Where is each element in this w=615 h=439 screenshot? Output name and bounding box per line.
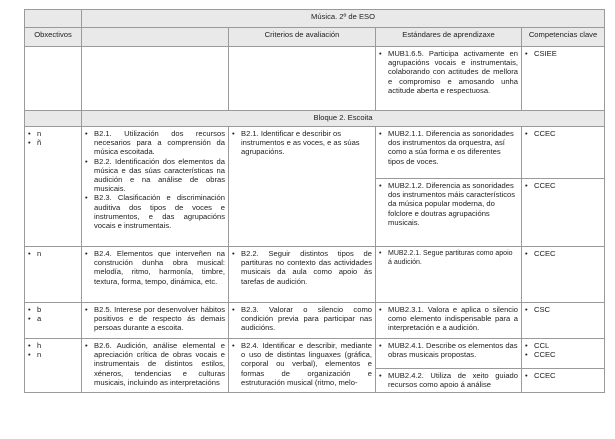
competences-cell [522, 127, 605, 179]
header-competences: Competencias clave [522, 28, 605, 47]
title-blank-cell [25, 10, 82, 28]
table-title-row [25, 10, 605, 28]
objectives-cell [25, 47, 82, 111]
competence-item: • CCEC [525, 350, 601, 359]
criteria-cell [229, 339, 376, 393]
standard-item: • MUB1.6.5. Participa activamente en agrupacións vocais e instrumentais, colaborando con actitudes de mellora e compromiso e amosando unha actitude aberta e respectuosa. [379, 49, 518, 95]
competence-item: • CSIEE [525, 49, 601, 58]
objectives-cell [25, 339, 82, 393]
contents-cell [82, 339, 229, 393]
header-objectives: Obxectivos [25, 28, 82, 47]
table-row [25, 339, 605, 369]
objective-item: • ñ [28, 138, 78, 147]
standards-cell [376, 247, 522, 303]
objective-item: • n [28, 350, 78, 359]
criterion-item: • B2.4. Identificar e describir, mediante o uso de distintas linguaxes (gráfica, corporal ou verbal), elementos e formas de organización e estruturación musical (ritmo, melo- [232, 341, 372, 387]
standards-cell [376, 369, 522, 393]
standard-item: • MUB2.4.2. Utiliza de xeito guiado recursos como apoio á análise [379, 371, 518, 389]
objectives-cell [25, 303, 82, 339]
header-criteria: Criterios de avaliación [229, 28, 376, 47]
criterion-item: • B2.1. Identificar e describir os instrumentos e as voces, e as súas agrupacións. [232, 129, 372, 157]
objectives-cell [25, 247, 82, 303]
standards-cell [376, 179, 522, 247]
header-standards: Estándares de aprendizaxe [376, 28, 522, 47]
competence-item: • CSC [525, 305, 601, 314]
block-blank-cell [25, 111, 82, 127]
header-contents [82, 28, 229, 47]
objectives-cell [25, 127, 82, 247]
competences-cell [522, 247, 605, 303]
criteria-cell [229, 247, 376, 303]
objective-item: • n [28, 129, 78, 138]
content-item: • B2.1. Utilización dos recursos necesarios para a comprensión da música escoitada. [85, 129, 225, 157]
competence-item: • CCL [525, 341, 601, 350]
table-row [25, 47, 605, 111]
block-title-row [25, 111, 605, 127]
standard-item: • MUB2.2.1. Segue partituras como apoio á audición. [379, 249, 518, 267]
table-title: Música. 2º de ESO [82, 10, 605, 28]
competences-cell [522, 47, 605, 111]
contents-cell [82, 303, 229, 339]
standard-item: • MUB2.3.1. Valora e aplica o silencio como elemento indispensable para a interpretación e a audición. [379, 305, 518, 333]
competences-cell [522, 369, 605, 393]
content-item: • B2.2. Identificación dos elementos da música e das súas características na audición e na análise de obras musicais. [85, 157, 225, 194]
standards-cell [376, 303, 522, 339]
competence-item: • CCEC [525, 249, 601, 258]
objective-item: • a [28, 314, 78, 323]
table-row [25, 127, 605, 179]
content-item: • B2.5. Interese por desenvolver hábitos positivos e de respecto ás demais persoas durante a escoita. [85, 305, 225, 333]
standards-cell [376, 127, 522, 179]
standards-cell [376, 339, 522, 369]
curriculum-table [24, 9, 605, 393]
standard-item: • MUB2.1.1. Diferencia as sonoridades dos instrumentos da orquestra, así como a súa forma e os diferentes tipos de voces. [379, 129, 518, 166]
criteria-cell [229, 127, 376, 247]
objective-item: • h [28, 341, 78, 350]
competence-item: • CCEC [525, 371, 601, 380]
competences-cell [522, 179, 605, 247]
competences-cell [522, 339, 605, 369]
criteria-cell [229, 47, 376, 111]
standard-item: • MUB2.1.2. Diferencia as sonoridades dos instrumentos máis característicos da música popular moderna, do folclore e doutras agrupacións musicais. [379, 181, 518, 227]
competence-item: • CCEC [525, 181, 601, 190]
table-row [25, 303, 605, 339]
column-header-row [25, 28, 605, 47]
criterion-item: • B2.2. Seguir distintos tipos de partituras no contexto das actividades musicais da aula como apoio ás tarefas de audición. [232, 249, 372, 286]
content-item: • B2.3. Clasificación e discriminación auditiva dos tipos de voces e instrumentos, e das agrupacións vocais e instrumentais. [85, 193, 225, 230]
criterion-item: • B2.3. Valorar o silencio como condición previa para participar nas audicións. [232, 305, 372, 333]
competence-item: • CCEC [525, 129, 601, 138]
content-item: • B2.4. Elementos que interveñen na construción dunha obra musical: melodía, ritmo, harmonía, timbre, textura, forma, tempo, dinámica, etc. [85, 249, 225, 286]
criteria-cell [229, 303, 376, 339]
contents-cell [82, 47, 229, 111]
contents-cell [82, 127, 229, 247]
table-row [25, 247, 605, 303]
objective-item: • b [28, 305, 78, 314]
contents-cell [82, 247, 229, 303]
objective-item: • n [28, 249, 78, 258]
standards-cell [376, 47, 522, 111]
block-title: Bloque 2. Escoita [82, 111, 605, 127]
content-item: • B2.6. Audición, análise elemental e apreciación crítica de obras vocais e instrumentais de distintos estilos, xéneros, tendencias e culturas musicais, incluindo as interpretacións [85, 341, 225, 387]
competences-cell [522, 303, 605, 339]
standard-item: • MUB2.4.1. Describe os elementos das obras musicais propostas. [379, 341, 518, 359]
